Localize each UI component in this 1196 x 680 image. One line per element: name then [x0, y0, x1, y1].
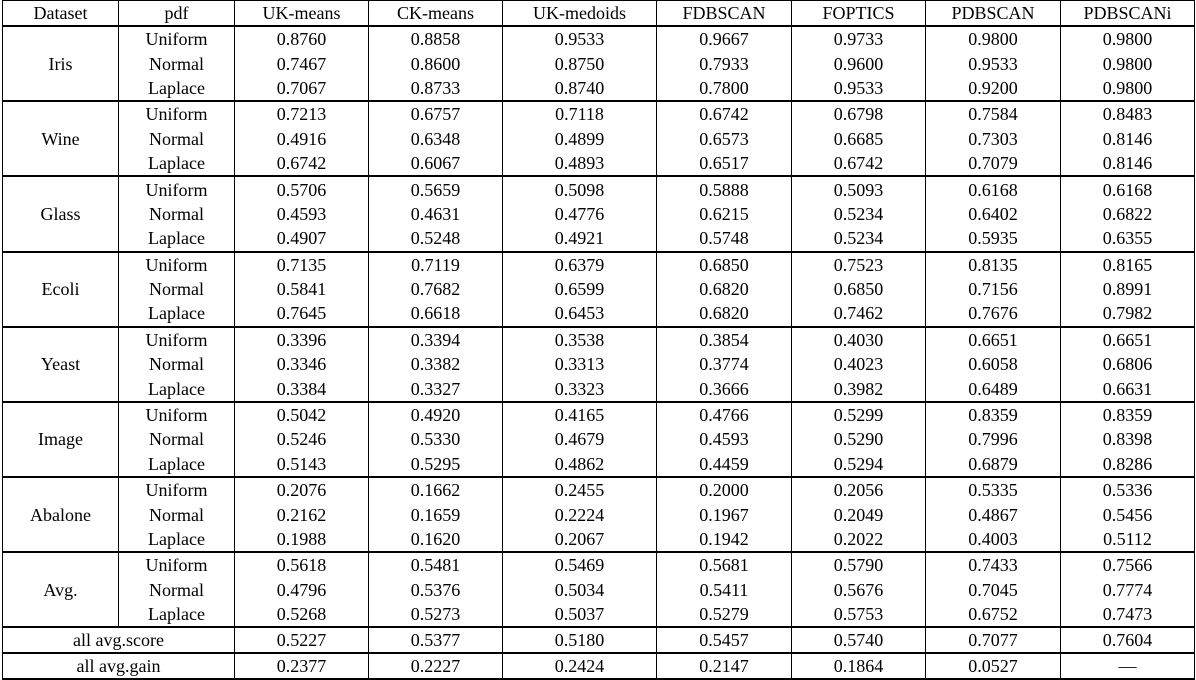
summary-value-cell: 0.5227 — [235, 627, 369, 653]
value-cell: 0.6348 — [369, 127, 503, 151]
value-cell: 0.4907 — [235, 226, 369, 251]
value-cell: 0.6355 — [1061, 226, 1195, 251]
value-cell: 0.3538 — [503, 327, 657, 352]
value-cell: 0.5659 — [369, 176, 503, 201]
value-cell: 0.6752 — [926, 602, 1061, 627]
value-cell: 0.5676 — [792, 578, 926, 602]
value-cell: 0.8760 — [235, 26, 369, 51]
value-cell: 0.8398 — [1061, 427, 1195, 451]
table-row — [3, 301, 1195, 326]
value-cell: 0.1620 — [369, 527, 503, 552]
value-cell: 0.7523 — [792, 252, 926, 277]
value-cell: 0.7462 — [792, 301, 926, 326]
table-row — [3, 452, 1195, 477]
value-cell: 0.3313 — [503, 352, 657, 376]
value-cell: 0.5336 — [1061, 477, 1195, 502]
pdf-cell: Normal — [119, 352, 235, 376]
summary-value-cell: 0.2377 — [235, 653, 369, 679]
value-cell: 0.8359 — [1061, 402, 1195, 427]
value-cell: 0.7645 — [235, 301, 369, 326]
value-cell: 0.5469 — [503, 552, 657, 577]
summary-value-cell: — — [1061, 653, 1195, 679]
value-cell: 0.8483 — [1061, 101, 1195, 126]
value-cell: 0.7676 — [926, 301, 1061, 326]
value-cell: 0.7800 — [657, 76, 792, 101]
pdf-cell: Uniform — [119, 477, 235, 502]
value-cell: 0.7118 — [503, 101, 657, 126]
dataset-name: Wine — [3, 101, 119, 176]
col-header-pdbscan: PDBSCAN — [926, 1, 1061, 27]
value-cell: 0.7933 — [657, 51, 792, 75]
value-cell: 0.4459 — [657, 452, 792, 477]
summary-value-cell: 0.1864 — [792, 653, 926, 679]
value-cell: 0.4893 — [503, 151, 657, 176]
pdf-cell: Laplace — [119, 452, 235, 477]
value-cell: 0.2056 — [792, 477, 926, 502]
value-cell: 0.7135 — [235, 252, 369, 277]
pdf-cell: Uniform — [119, 252, 235, 277]
pdf-cell: Laplace — [119, 76, 235, 101]
table-row — [3, 252, 1195, 277]
value-cell: 0.6215 — [657, 202, 792, 226]
value-cell: 0.2067 — [503, 527, 657, 552]
value-cell: 0.6806 — [1061, 352, 1195, 376]
dataset-name: Yeast — [3, 327, 119, 402]
value-cell: 0.3396 — [235, 327, 369, 352]
value-cell: 0.9800 — [926, 26, 1061, 51]
value-cell: 0.3854 — [657, 327, 792, 352]
pdf-cell: Normal — [119, 427, 235, 451]
col-header-ck-means: CK-means — [369, 1, 503, 27]
col-header-pdbscani: PDBSCANi — [1061, 1, 1195, 27]
table-row — [3, 151, 1195, 176]
value-cell: 0.5790 — [792, 552, 926, 577]
value-cell: 0.4023 — [792, 352, 926, 376]
summary-value-cell: 0.2227 — [369, 653, 503, 679]
value-cell: 0.6742 — [792, 151, 926, 176]
value-cell: 0.9800 — [1061, 76, 1195, 101]
value-cell: 0.5273 — [369, 602, 503, 627]
value-cell: 0.5456 — [1061, 502, 1195, 526]
value-cell: 0.3382 — [369, 352, 503, 376]
value-cell: 0.5034 — [503, 578, 657, 602]
table-row — [3, 502, 1195, 526]
value-cell: 0.2162 — [235, 502, 369, 526]
table-row — [3, 127, 1195, 151]
value-cell: 0.5706 — [235, 176, 369, 201]
value-cell: 0.2076 — [235, 477, 369, 502]
table-row — [3, 327, 1195, 352]
col-header-pdf: pdf — [119, 1, 235, 27]
value-cell: 0.5037 — [503, 602, 657, 627]
value-cell: 0.5279 — [657, 602, 792, 627]
value-cell: 0.8991 — [1061, 277, 1195, 301]
table-row — [3, 552, 1195, 577]
value-cell: 0.6379 — [503, 252, 657, 277]
col-header-uk-medoids: UK-medoids — [503, 1, 657, 27]
value-cell: 0.9200 — [926, 76, 1061, 101]
value-cell: 0.1662 — [369, 477, 503, 502]
value-cell: 0.6517 — [657, 151, 792, 176]
value-cell: 0.4916 — [235, 127, 369, 151]
value-cell: 0.8600 — [369, 51, 503, 75]
value-cell: 0.1967 — [657, 502, 792, 526]
value-cell: 0.3666 — [657, 376, 792, 401]
value-cell: 0.8286 — [1061, 452, 1195, 477]
value-cell: 0.4003 — [926, 527, 1061, 552]
value-cell: 0.4921 — [503, 226, 657, 251]
value-cell: 0.7682 — [369, 277, 503, 301]
summary-row — [3, 653, 1195, 679]
value-cell: 0.4776 — [503, 202, 657, 226]
value-cell: 0.4030 — [792, 327, 926, 352]
value-cell: 0.4862 — [503, 452, 657, 477]
value-cell: 0.7566 — [1061, 552, 1195, 577]
summary-value-cell: 0.7077 — [926, 627, 1061, 653]
value-cell: 0.3384 — [235, 376, 369, 401]
table-row — [3, 402, 1195, 427]
pdf-cell: Normal — [119, 277, 235, 301]
value-cell: 0.2455 — [503, 477, 657, 502]
value-cell: 0.7584 — [926, 101, 1061, 126]
value-cell: 0.7473 — [1061, 602, 1195, 627]
value-cell: 0.5681 — [657, 552, 792, 577]
value-cell: 0.2022 — [792, 527, 926, 552]
value-cell: 0.9533 — [503, 26, 657, 51]
table-row — [3, 527, 1195, 552]
value-cell: 0.6820 — [657, 301, 792, 326]
value-cell: 0.6879 — [926, 452, 1061, 477]
value-cell: 0.9800 — [1061, 51, 1195, 75]
value-cell: 0.6599 — [503, 277, 657, 301]
pdf-cell: Laplace — [119, 602, 235, 627]
value-cell: 0.4899 — [503, 127, 657, 151]
value-cell: 0.7119 — [369, 252, 503, 277]
table-row — [3, 202, 1195, 226]
dataset-name: Avg. — [3, 552, 119, 627]
value-cell: 0.5888 — [657, 176, 792, 201]
value-cell: 0.5234 — [792, 202, 926, 226]
results-table — [2, 0, 1195, 680]
value-cell: 0.3327 — [369, 376, 503, 401]
table-row — [3, 226, 1195, 251]
table-row — [3, 477, 1195, 502]
value-cell: 0.9667 — [657, 26, 792, 51]
value-cell: 0.8740 — [503, 76, 657, 101]
value-cell: 0.5112 — [1061, 527, 1195, 552]
table-row — [3, 51, 1195, 75]
value-cell: 0.2000 — [657, 477, 792, 502]
summary-row — [3, 627, 1195, 653]
value-cell: 0.5935 — [926, 226, 1061, 251]
value-cell: 0.5290 — [792, 427, 926, 451]
value-cell: 0.8359 — [926, 402, 1061, 427]
value-cell: 0.4631 — [369, 202, 503, 226]
table-row — [3, 602, 1195, 627]
value-cell: 0.5376 — [369, 578, 503, 602]
value-cell: 0.6573 — [657, 127, 792, 151]
value-cell: 0.5234 — [792, 226, 926, 251]
value-cell: 0.7213 — [235, 101, 369, 126]
value-cell: 0.5294 — [792, 452, 926, 477]
pdf-cell: Normal — [119, 202, 235, 226]
value-cell: 0.9800 — [1061, 26, 1195, 51]
value-cell: 0.5481 — [369, 552, 503, 577]
pdf-cell: Uniform — [119, 552, 235, 577]
pdf-cell: Normal — [119, 578, 235, 602]
table-row — [3, 76, 1195, 101]
value-cell: 0.6489 — [926, 376, 1061, 401]
summary-value-cell: 0.5377 — [369, 627, 503, 653]
col-header-foptics: FOPTICS — [792, 1, 926, 27]
value-cell: 0.3394 — [369, 327, 503, 352]
value-cell: 0.9600 — [792, 51, 926, 75]
value-cell: 0.4593 — [657, 427, 792, 451]
value-cell: 0.7156 — [926, 277, 1061, 301]
value-cell: 0.5143 — [235, 452, 369, 477]
value-cell: 0.6742 — [235, 151, 369, 176]
value-cell: 0.6651 — [926, 327, 1061, 352]
value-cell: 0.5411 — [657, 578, 792, 602]
value-cell: 0.1942 — [657, 527, 792, 552]
pdf-cell: Uniform — [119, 101, 235, 126]
table-row — [3, 26, 1195, 51]
pdf-cell: Normal — [119, 51, 235, 75]
summary-value-cell: 0.5740 — [792, 627, 926, 653]
value-cell: 0.2049 — [792, 502, 926, 526]
value-cell: 0.4766 — [657, 402, 792, 427]
value-cell: 0.8858 — [369, 26, 503, 51]
pdf-cell: Laplace — [119, 527, 235, 552]
value-cell: 0.6067 — [369, 151, 503, 176]
value-cell: 0.6402 — [926, 202, 1061, 226]
value-cell: 0.4867 — [926, 502, 1061, 526]
value-cell: 0.3982 — [792, 376, 926, 401]
table-row — [3, 578, 1195, 602]
value-cell: 0.2224 — [503, 502, 657, 526]
value-cell: 0.7067 — [235, 76, 369, 101]
value-cell: 0.9533 — [792, 76, 926, 101]
value-cell: 0.5042 — [235, 402, 369, 427]
value-cell: 0.4593 — [235, 202, 369, 226]
pdf-cell: Laplace — [119, 151, 235, 176]
value-cell: 0.5330 — [369, 427, 503, 451]
value-cell: 0.6651 — [1061, 327, 1195, 352]
value-cell: 0.4165 — [503, 402, 657, 427]
value-cell: 0.6685 — [792, 127, 926, 151]
value-cell: 0.8733 — [369, 76, 503, 101]
value-cell: 0.6850 — [792, 277, 926, 301]
value-cell: 0.6822 — [1061, 202, 1195, 226]
value-cell: 0.6798 — [792, 101, 926, 126]
value-cell: 0.4679 — [503, 427, 657, 451]
value-cell: 0.5335 — [926, 477, 1061, 502]
col-header-fdbscan: FDBSCAN — [657, 1, 792, 27]
col-header-uk-means: UK-means — [235, 1, 369, 27]
value-cell: 0.7045 — [926, 578, 1061, 602]
pdf-cell: Uniform — [119, 402, 235, 427]
value-cell: 0.5299 — [792, 402, 926, 427]
value-cell: 0.7467 — [235, 51, 369, 75]
table-row — [3, 176, 1195, 201]
summary-value-cell: 0.0527 — [926, 653, 1061, 679]
value-cell: 0.1659 — [369, 502, 503, 526]
value-cell: 0.6742 — [657, 101, 792, 126]
table-row — [3, 352, 1195, 376]
pdf-cell: Laplace — [119, 226, 235, 251]
dataset-name: Glass — [3, 176, 119, 251]
value-cell: 0.6168 — [926, 176, 1061, 201]
value-cell: 0.8135 — [926, 252, 1061, 277]
value-cell: 0.1988 — [235, 527, 369, 552]
table-row — [3, 277, 1195, 301]
value-cell: 0.3774 — [657, 352, 792, 376]
summary-value-cell: 0.2147 — [657, 653, 792, 679]
value-cell: 0.7303 — [926, 127, 1061, 151]
value-cell: 0.7774 — [1061, 578, 1195, 602]
value-cell: 0.6820 — [657, 277, 792, 301]
value-cell: 0.5246 — [235, 427, 369, 451]
summary-label: all avg.score — [3, 627, 235, 653]
pdf-cell: Uniform — [119, 26, 235, 51]
value-cell: 0.4920 — [369, 402, 503, 427]
value-cell: 0.6631 — [1061, 376, 1195, 401]
value-cell: 0.5841 — [235, 277, 369, 301]
dataset-name: Iris — [3, 26, 119, 101]
value-cell: 0.8146 — [1061, 127, 1195, 151]
pdf-cell: Normal — [119, 502, 235, 526]
value-cell: 0.6757 — [369, 101, 503, 126]
table-row — [3, 376, 1195, 401]
pdf-cell: Uniform — [119, 176, 235, 201]
value-cell: 0.7996 — [926, 427, 1061, 451]
value-cell: 0.3346 — [235, 352, 369, 376]
value-cell: 0.5098 — [503, 176, 657, 201]
value-cell: 0.7079 — [926, 151, 1061, 176]
pdf-cell: Normal — [119, 127, 235, 151]
value-cell: 0.6168 — [1061, 176, 1195, 201]
pdf-cell: Uniform — [119, 327, 235, 352]
value-cell: 0.8165 — [1061, 252, 1195, 277]
table-row — [3, 427, 1195, 451]
value-cell: 0.5753 — [792, 602, 926, 627]
header-row — [3, 1, 1195, 27]
value-cell: 0.7433 — [926, 552, 1061, 577]
summary-value-cell: 0.5180 — [503, 627, 657, 653]
summary-value-cell: 0.2424 — [503, 653, 657, 679]
value-cell: 0.6618 — [369, 301, 503, 326]
value-cell: 0.5268 — [235, 602, 369, 627]
pdf-cell: Laplace — [119, 301, 235, 326]
value-cell: 0.5295 — [369, 452, 503, 477]
value-cell: 0.4796 — [235, 578, 369, 602]
value-cell: 0.5093 — [792, 176, 926, 201]
value-cell: 0.8750 — [503, 51, 657, 75]
dataset-name: Ecoli — [3, 252, 119, 327]
value-cell: 0.5618 — [235, 552, 369, 577]
dataset-name: Image — [3, 402, 119, 477]
dataset-name: Abalone — [3, 477, 119, 552]
summary-label: all avg.gain — [3, 653, 235, 679]
summary-value-cell: 0.7604 — [1061, 627, 1195, 653]
value-cell: 0.5748 — [657, 226, 792, 251]
col-header-dataset: Dataset — [3, 1, 119, 27]
value-cell: 0.6850 — [657, 252, 792, 277]
value-cell: 0.9733 — [792, 26, 926, 51]
value-cell: 0.6058 — [926, 352, 1061, 376]
value-cell: 0.6453 — [503, 301, 657, 326]
summary-value-cell: 0.5457 — [657, 627, 792, 653]
value-cell: 0.8146 — [1061, 151, 1195, 176]
table-row — [3, 101, 1195, 126]
value-cell: 0.5248 — [369, 226, 503, 251]
table-body — [3, 26, 1195, 679]
pdf-cell: Laplace — [119, 376, 235, 401]
value-cell: 0.3323 — [503, 376, 657, 401]
value-cell: 0.7982 — [1061, 301, 1195, 326]
value-cell: 0.9533 — [926, 51, 1061, 75]
